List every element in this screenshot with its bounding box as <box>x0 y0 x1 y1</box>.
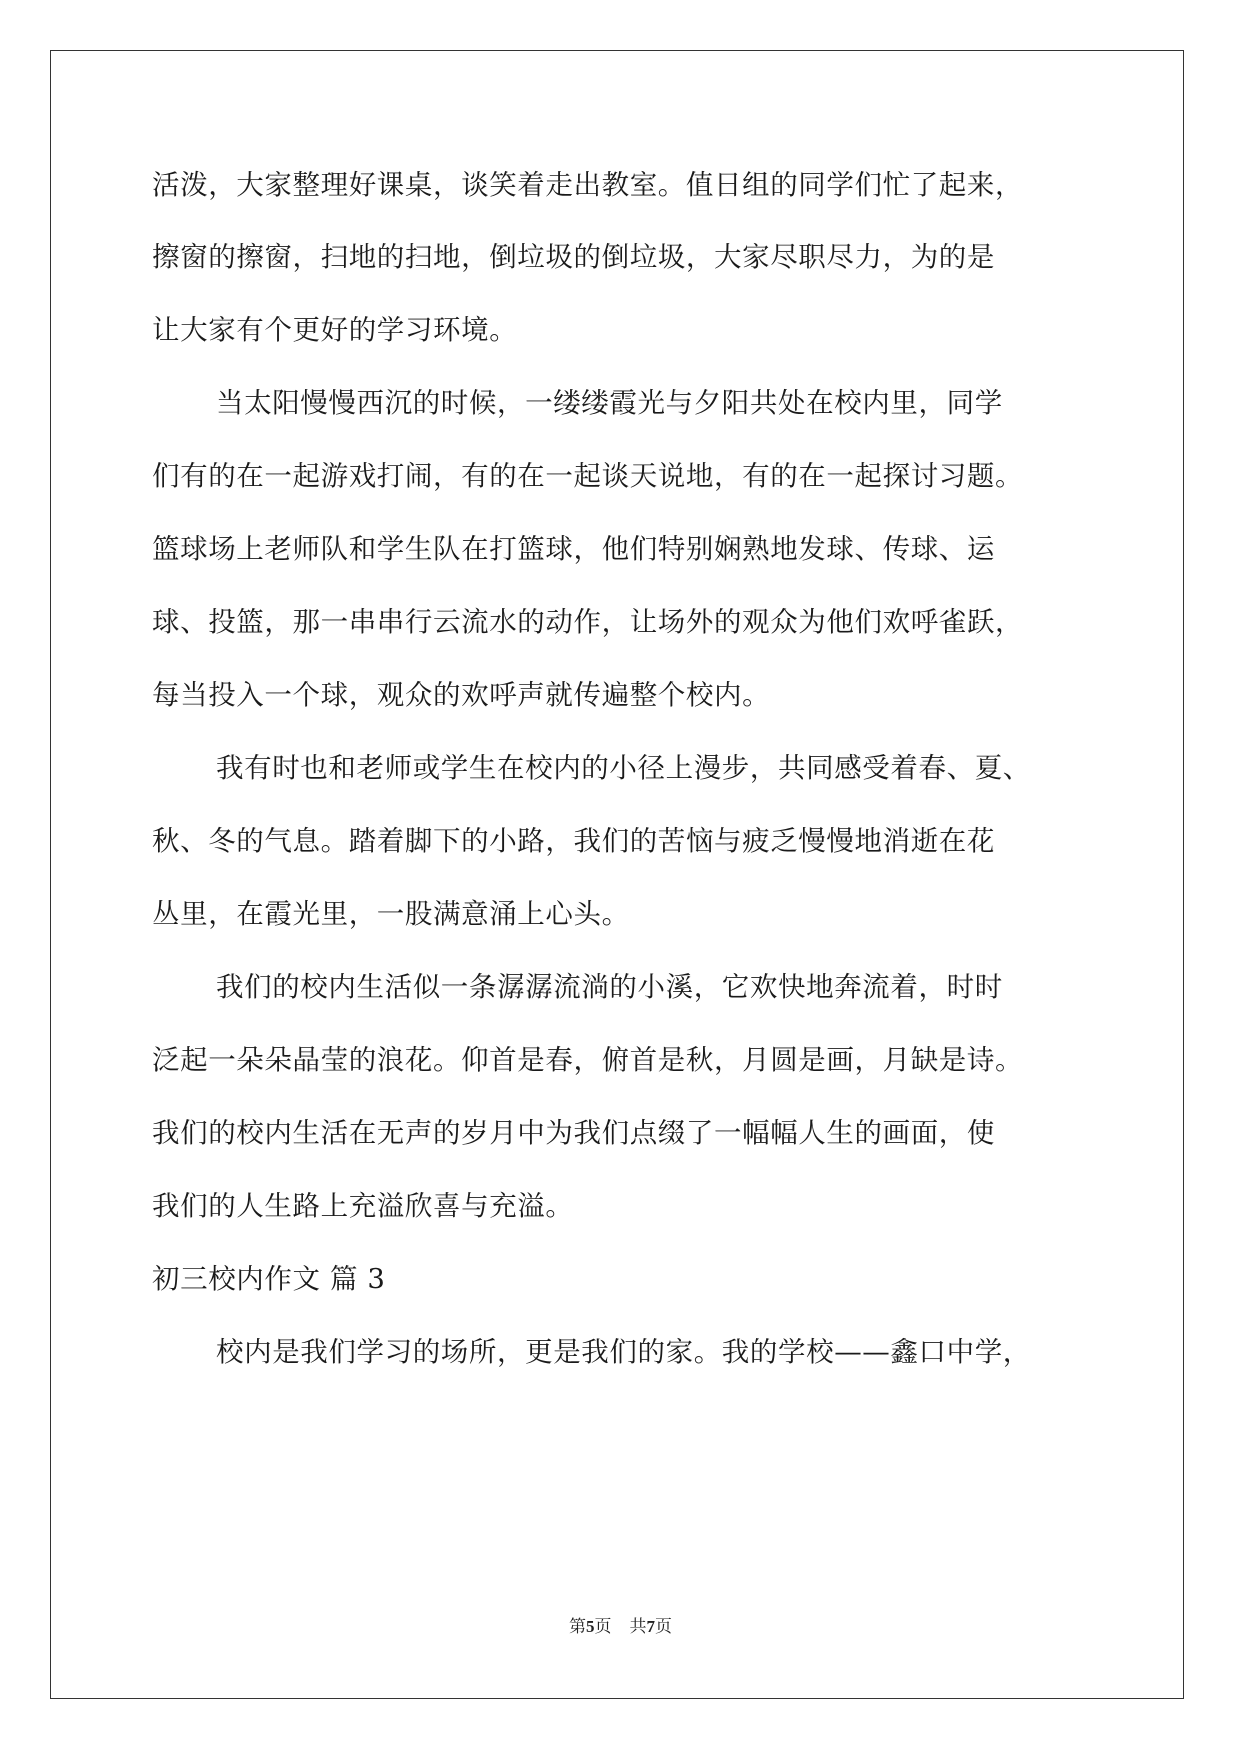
footer-total-prefix: 共 <box>629 1617 647 1637</box>
paragraph-start-line: 我们的校内生活似一条潺潺流淌的小溪，它欢快地奔流着，时时 <box>216 971 1003 1003</box>
text-line: 我们的校内生活在无声的岁月中为我们点缀了一幅幅人生的画面，使 <box>152 1117 995 1149</box>
section-heading: 初三校内作文 篇 3 <box>152 1263 386 1295</box>
current-page-number: 5 <box>586 1617 595 1636</box>
text-line: 秋、冬的气息。踏着脚下的小路，我们的苦恼与疲乏慢慢地消逝在花 <box>152 825 995 857</box>
paragraph-start-line: 我有时也和老师或学生在校内的小径上漫步，共同感受着春、夏、 <box>216 752 1031 784</box>
page-footer <box>0 1615 1241 1639</box>
text-line: 擦窗的擦窗，扫地的扫地，倒垃圾的倒垃圾，大家尽职尽力，为的是 <box>152 241 995 273</box>
text-line: 我们的人生路上充溢欣喜与充溢。 <box>152 1190 574 1222</box>
text-line: 球、投篮，那一串串行云流水的动作，让场外的观众为他们欢呼雀跃， <box>152 606 1024 638</box>
total-page-count: 7 <box>646 1617 655 1636</box>
footer-page-unit: 页 <box>594 1617 612 1637</box>
footer-total-unit: 页 <box>655 1617 672 1637</box>
page-border <box>50 50 1184 1699</box>
text-line: 们有的在一起游戏打闹，有的在一起谈天说地，有的在一起探讨习题。 <box>152 460 1024 492</box>
paragraph-start-line: 当太阳慢慢西沉的时候，一缕缕霞光与夕阳共处在校内里，同学 <box>216 387 1003 419</box>
text-line: 篮球场上老师队和学生队在打篮球，他们特别娴熟地发球、传球、运 <box>152 533 995 565</box>
text-line: 每当投入一个球，观众的欢呼声就传遍整个校内。 <box>152 679 771 711</box>
text-line: 丛里，在霞光里，一股满意涌上心头。 <box>152 898 630 930</box>
paragraph-start-line: 校内是我们学习的场所，更是我们的家。我的学校——鑫口中学， <box>216 1336 1031 1368</box>
text-line: 泛起一朵朵晶莹的浪花。仰首是春，俯首是秋，月圆是画，月缺是诗。 <box>152 1044 1024 1076</box>
footer-prefix: 第 <box>569 1617 586 1637</box>
text-line: 活泼，大家整理好课桌，谈笑着走出教室。值日组的同学们忙了起来， <box>152 169 1024 201</box>
text-line: 让大家有个更好的学习环境。 <box>152 314 518 346</box>
